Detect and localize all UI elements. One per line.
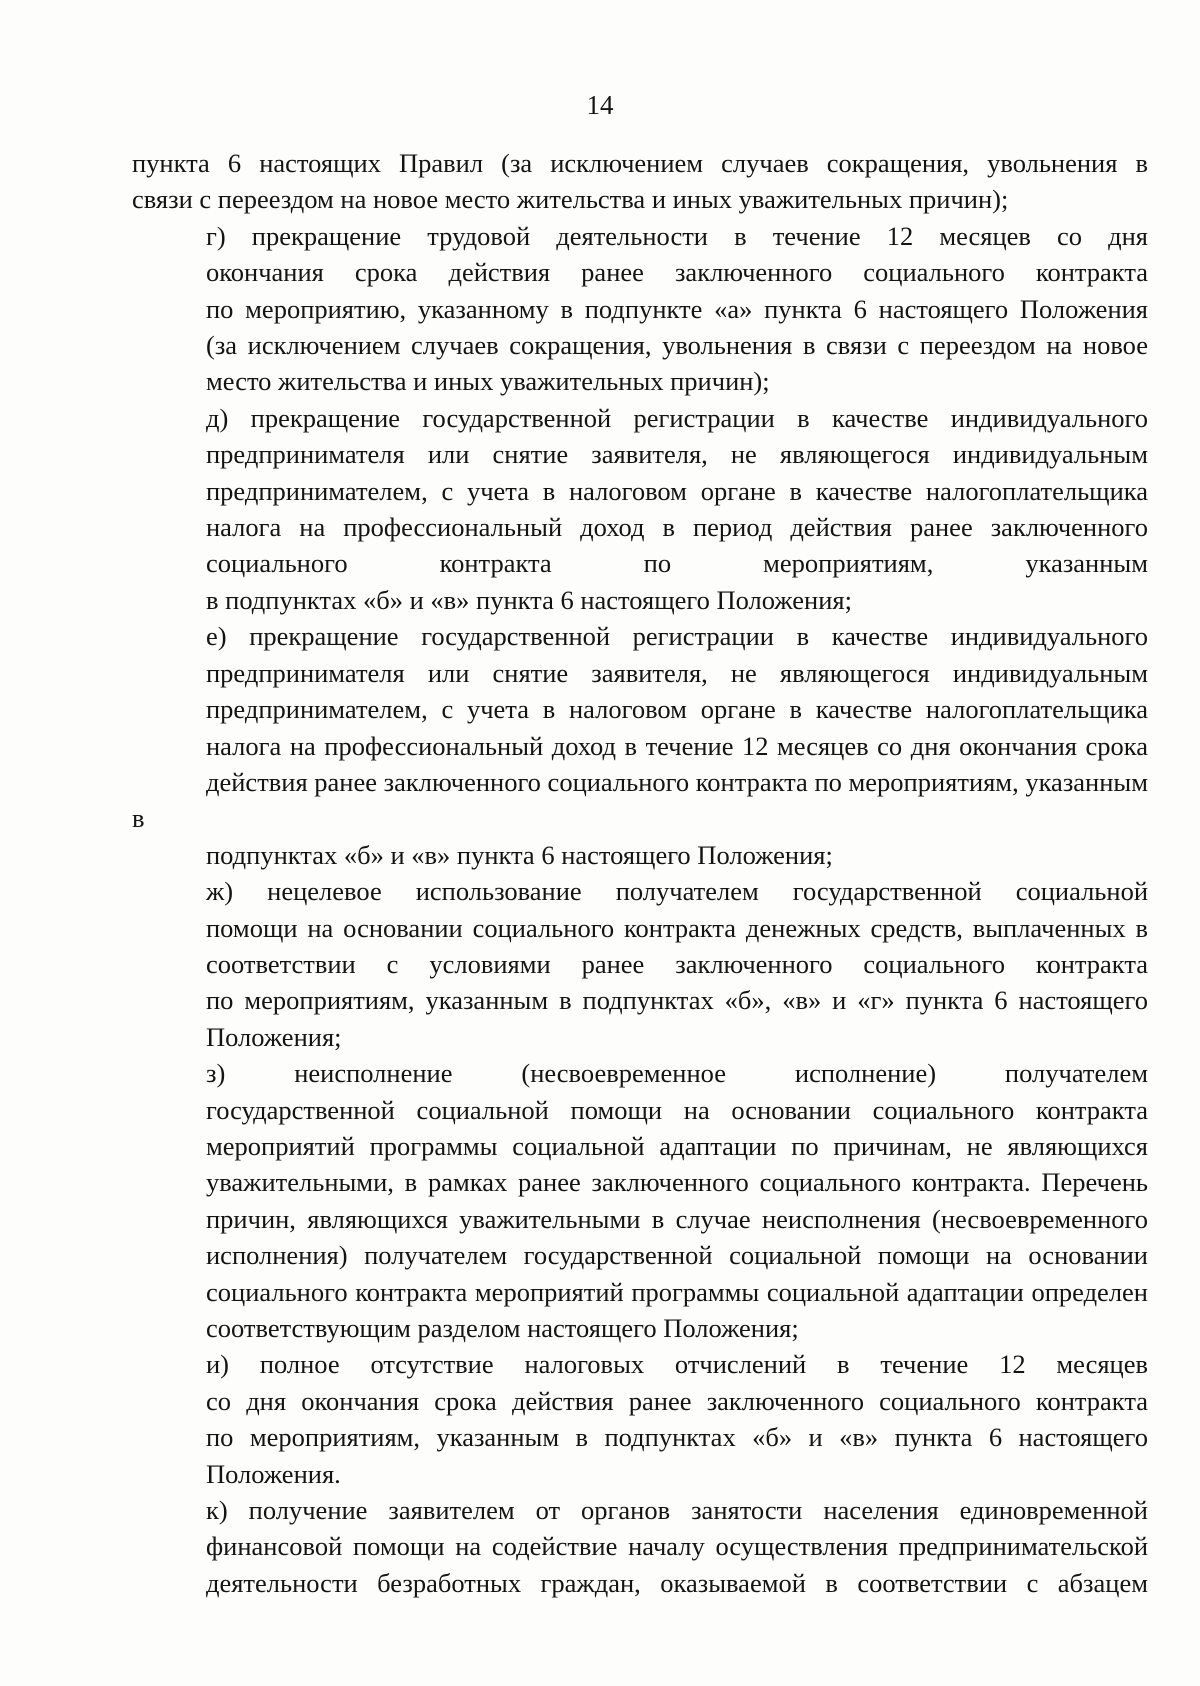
text-line: Положения. [206, 1458, 341, 1489]
paragraph-i [132, 1346, 1148, 1492]
text-line: действия ранее заключенного социального контракта по мероприятиям, указанным в [132, 766, 1148, 834]
document-body [132, 145, 1148, 1601]
text-line: в подпунктах «б» и «в» пункта 6 настоящего Положения; [206, 584, 852, 615]
text-line: по мероприятиям, указанным в подпунктах «б», «в» и «г» пункта 6 настоящего [206, 985, 1148, 1016]
text-line: и) полное отсутствие налоговых отчислений в течение 12 месяцев [206, 1349, 1148, 1380]
text-line: пункта 6 настоящих Правил (за исключением случаев сокращения, увольнения в [132, 148, 1148, 178]
text-line: место жительства и иных уважительных причин); [206, 366, 770, 397]
text-line: мероприятий программы социальной адаптации по причинам, не являющихся [206, 1130, 1148, 1161]
text-line: з) неисполнение (несвоевременное исполнение) получателем [206, 1058, 1148, 1089]
text-line: социального контракта мероприятий программы социальной адаптации определен [206, 1276, 1148, 1307]
paragraph-cont [132, 145, 1148, 218]
text-line: (за исключением случаев сокращения, увольнения в связи с переездом на новое [206, 330, 1148, 361]
text-line: е) прекращение государственной регистрации в качестве индивидуального [206, 621, 1148, 652]
text-line: д) прекращение государственной регистрации в качестве индивидуального [206, 402, 1148, 433]
paragraph-k [132, 1492, 1148, 1601]
text-line: предпринимателем, с учета в налоговом органе в качестве налогоплательщика [206, 475, 1148, 506]
text-line: подпунктах «б» и «в» пункта 6 настоящего Положения; [206, 839, 833, 870]
text-line: налога на профессиональный доход в период действия ранее заключенного [206, 512, 1148, 543]
text-line: помощи на основании социального контракта денежных средств, выплаченных в [206, 912, 1148, 943]
paragraph-d [132, 400, 1148, 618]
text-line: государственной социальной помощи на основании социального контракта [206, 1094, 1148, 1125]
text-line: связи с переездом на новое место жительства и иных уважительных причин); [132, 184, 1009, 215]
paragraph-z [132, 1055, 1148, 1346]
text-line: предпринимателя или снятие заявителя, не являющегося индивидуальным [206, 439, 1148, 470]
text-line: предпринимателя или снятие заявителя, не являющегося индивидуальным [206, 657, 1148, 688]
text-line: г) прекращение трудовой деятельности в течение 12 месяцев со дня [206, 220, 1148, 251]
text-line: соответствующим разделом настоящего Положения; [206, 1313, 799, 1343]
text-line: соответствии с условиями ранее заключенного социального контракта [206, 948, 1148, 979]
text-line: Положения; [206, 1021, 342, 1052]
text-line: предпринимателем, с учета в налоговом органе в качестве налогоплательщика [206, 694, 1148, 725]
paragraph-e [132, 618, 1148, 873]
paragraph-g [132, 218, 1148, 400]
text-line: по мероприятиям, указанным в подпунктах «б» и «в» пункта 6 настоящего [206, 1422, 1148, 1453]
text-line: финансовой помощи на содействие началу осуществления предпринимательской [206, 1531, 1148, 1562]
text-line: деятельности безработных граждан, оказываемой в соответствии с абзацем [206, 1567, 1148, 1598]
text-line: ж) нецелевое использование получателем государственной социальной [206, 876, 1148, 907]
text-line: исполнения) получателем государственной социальной помощи на основании [206, 1240, 1148, 1271]
text-line: причин, являющихся уважительными в случае неисполнения (несвоевременного [206, 1203, 1148, 1234]
paragraph-zh [132, 873, 1148, 1055]
text-line: по мероприятию, указанному в подпункте «а» пункта 6 настоящего Положения [206, 293, 1148, 324]
text-line: к) получение заявителем от органов занятости населения единовременной [206, 1495, 1148, 1526]
text-line: налога на профессиональный доход в течение 12 месяцев со дня окончания срока [206, 730, 1148, 761]
text-line: социального контракта по мероприятиям, указанным [206, 548, 1148, 579]
text-line: со дня окончания срока действия ранее заключенного социального контракта [206, 1385, 1148, 1416]
page-number: 14 [586, 90, 614, 120]
text-line: уважительными, в рамках ранее заключенного социального контракта. Перечень [206, 1167, 1148, 1198]
text-line: окончания срока действия ранее заключенного социального контракта [206, 257, 1148, 288]
